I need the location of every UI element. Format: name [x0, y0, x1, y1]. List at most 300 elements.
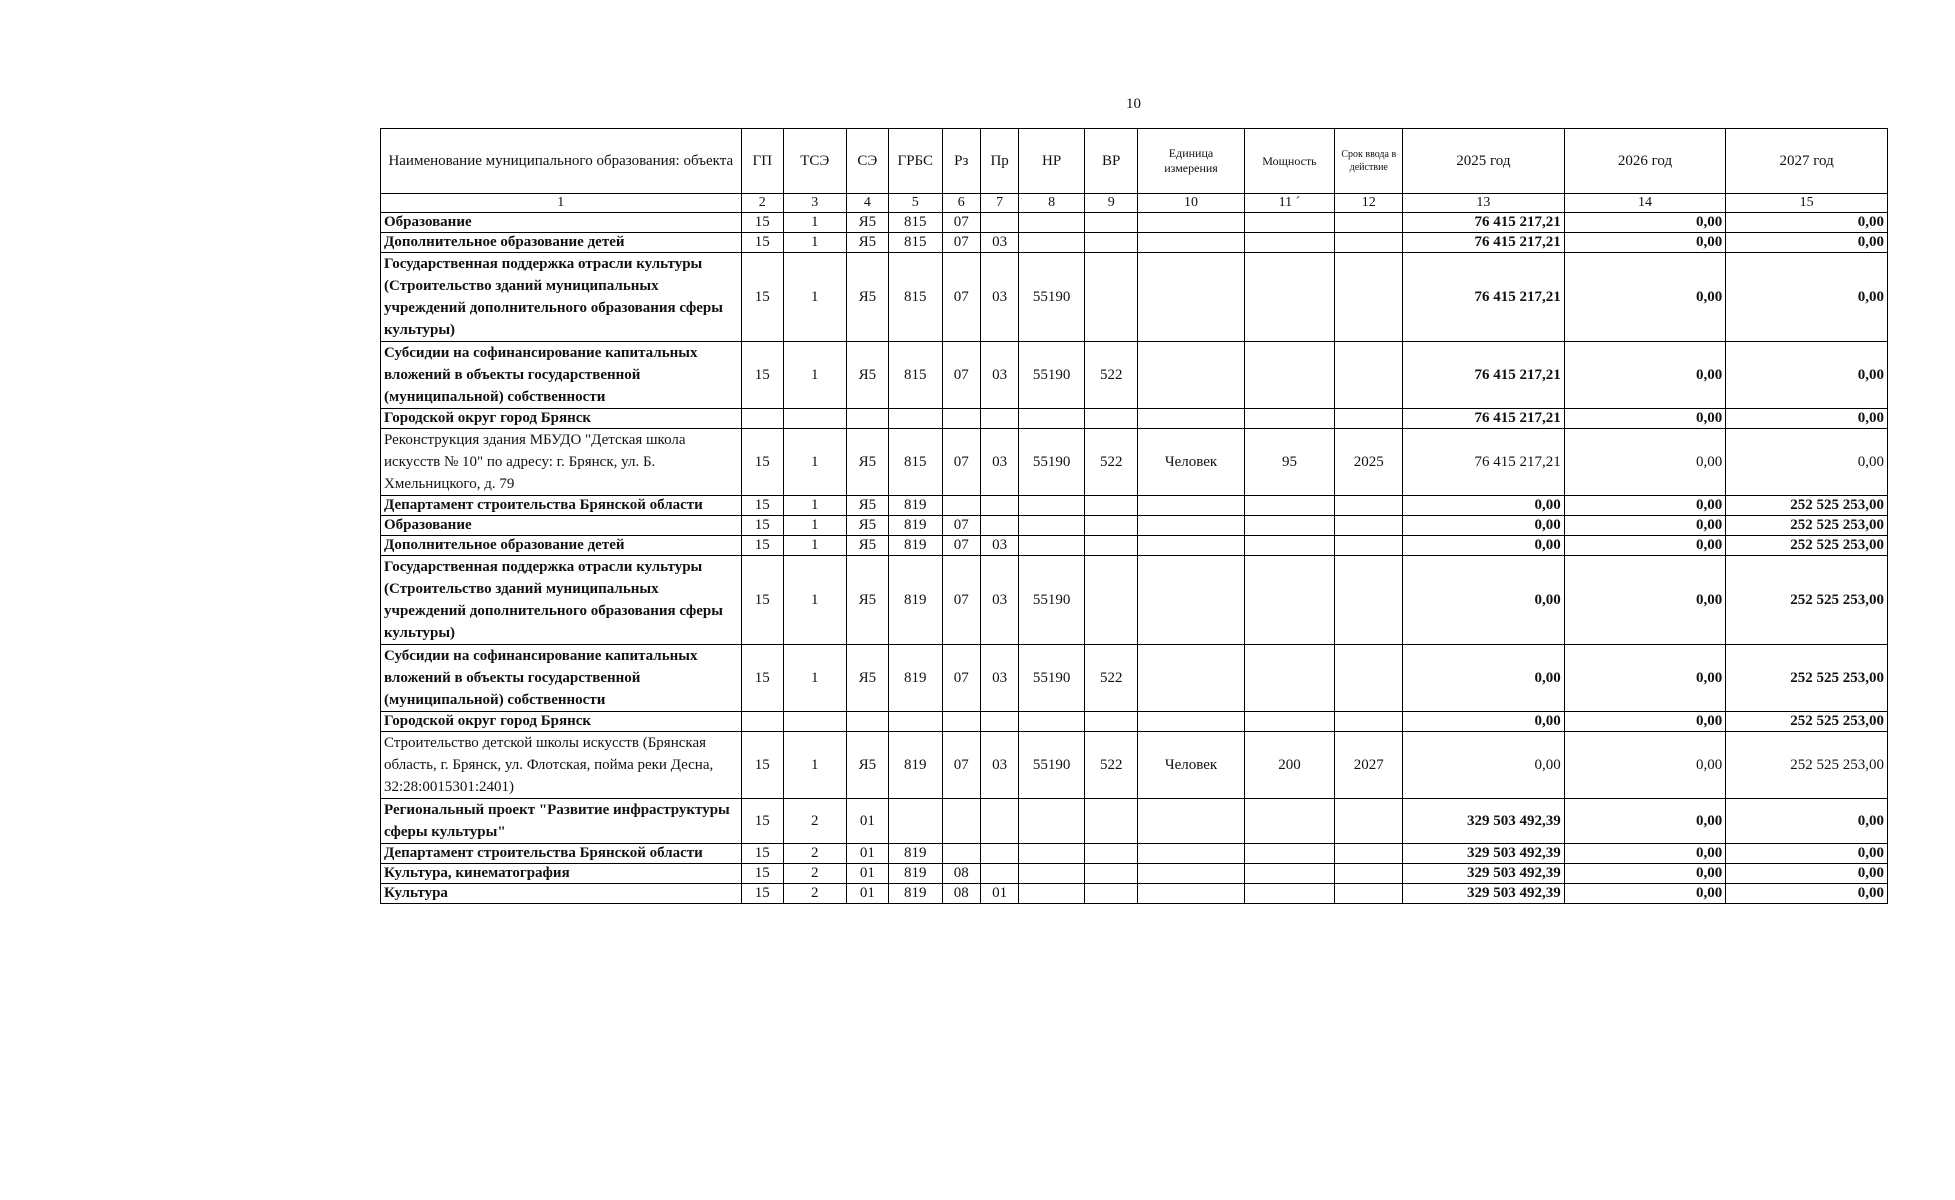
cell-term: [1335, 496, 1403, 516]
cell-2026: 0,00: [1564, 253, 1726, 342]
cell-pr: 03: [980, 342, 1018, 409]
cell-pr: [980, 712, 1018, 732]
cell-unit: Человек: [1138, 429, 1244, 496]
cell-2026: 0,00: [1564, 556, 1726, 645]
cell-term: [1335, 799, 1403, 844]
cell-2027: 0,00: [1726, 409, 1888, 429]
cell-nr: [1019, 844, 1085, 864]
column-number: 11 ´: [1244, 194, 1335, 213]
cell-se: Я5: [846, 732, 888, 799]
cell-2025: 76 415 217,21: [1403, 429, 1565, 496]
cell-2026: 0,00: [1564, 429, 1726, 496]
column-number: 12: [1335, 194, 1403, 213]
cell-rz: [942, 844, 980, 864]
cell-vr: 522: [1084, 429, 1138, 496]
cell-tse: 1: [784, 732, 847, 799]
cell-gp: 15: [741, 213, 783, 233]
table-row: [381, 844, 1888, 864]
cell-rz: 07: [942, 342, 980, 409]
cell-gp: 15: [741, 516, 783, 536]
header-gp: ГП: [741, 129, 783, 194]
cell-grbs: 819: [889, 645, 943, 712]
header-rz: Рз: [942, 129, 980, 194]
cell-grbs: 815: [889, 342, 943, 409]
cell-2025: 329 503 492,39: [1403, 799, 1565, 844]
cell-unit: [1138, 536, 1244, 556]
cell-se: Я5: [846, 233, 888, 253]
cell-grbs: 815: [889, 233, 943, 253]
row-name: Департамент строительства Брянской области: [381, 844, 742, 864]
cell-2026: 0,00: [1564, 233, 1726, 253]
cell-power: [1244, 712, 1335, 732]
cell-2025: 0,00: [1403, 732, 1565, 799]
cell-grbs: 815: [889, 253, 943, 342]
cell-tse: 2: [784, 844, 847, 864]
cell-unit: [1138, 844, 1244, 864]
cell-2025: 76 415 217,21: [1403, 253, 1565, 342]
cell-power: [1244, 844, 1335, 864]
cell-nr: [1019, 864, 1085, 884]
cell-2025: 0,00: [1403, 516, 1565, 536]
cell-pr: [980, 864, 1018, 884]
row-name: Региональный проект "Развитие инфраструктуры сферы культуры": [381, 799, 742, 844]
cell-unit: [1138, 864, 1244, 884]
cell-rz: 07: [942, 233, 980, 253]
cell-grbs: [889, 799, 943, 844]
cell-2025: 0,00: [1403, 496, 1565, 516]
cell-vr: [1084, 844, 1138, 864]
cell-nr: 55190: [1019, 342, 1085, 409]
cell-grbs: 819: [889, 536, 943, 556]
cell-grbs: [889, 712, 943, 732]
cell-tse: 1: [784, 253, 847, 342]
table-row: [381, 536, 1888, 556]
cell-gp: 15: [741, 536, 783, 556]
cell-term: [1335, 884, 1403, 904]
cell-power: [1244, 884, 1335, 904]
table-row: [381, 712, 1888, 732]
cell-grbs: 819: [889, 496, 943, 516]
header-2025: 2025 год: [1403, 129, 1565, 194]
cell-tse: 1: [784, 233, 847, 253]
cell-nr: [1019, 409, 1085, 429]
cell-gp: 15: [741, 884, 783, 904]
cell-rz: [942, 409, 980, 429]
cell-unit: [1138, 645, 1244, 712]
cell-rz: 07: [942, 732, 980, 799]
cell-rz: [942, 712, 980, 732]
cell-unit: [1138, 496, 1244, 516]
cell-2025: 0,00: [1403, 536, 1565, 556]
header-pr: Пр: [980, 129, 1018, 194]
cell-pr: 03: [980, 536, 1018, 556]
cell-2027: 0,00: [1726, 864, 1888, 884]
cell-2026: 0,00: [1564, 496, 1726, 516]
cell-se: Я5: [846, 342, 888, 409]
column-number: 6: [942, 194, 980, 213]
cell-2027: 0,00: [1726, 429, 1888, 496]
table-row: [381, 213, 1888, 233]
row-name: Субсидии на софинансирование капитальных вложений в объекты государственной (муниципальной) собственности: [381, 645, 742, 712]
cell-tse: [784, 712, 847, 732]
cell-vr: [1084, 864, 1138, 884]
row-name: Городской округ город Брянск: [381, 712, 742, 732]
table-row: [381, 864, 1888, 884]
cell-se: 01: [846, 799, 888, 844]
cell-vr: [1084, 536, 1138, 556]
header-unit: Единица измерения: [1138, 129, 1244, 194]
cell-2027: 0,00: [1726, 253, 1888, 342]
cell-nr: 55190: [1019, 645, 1085, 712]
cell-2025: 329 503 492,39: [1403, 864, 1565, 884]
cell-2025: 329 503 492,39: [1403, 844, 1565, 864]
cell-2025: 76 415 217,21: [1403, 213, 1565, 233]
column-number: 10: [1138, 194, 1244, 213]
cell-nr: 55190: [1019, 429, 1085, 496]
cell-pr: [980, 844, 1018, 864]
cell-tse: 1: [784, 516, 847, 536]
cell-gp: [741, 712, 783, 732]
cell-se: Я5: [846, 556, 888, 645]
cell-nr: 55190: [1019, 556, 1085, 645]
header-vr: ВР: [1084, 129, 1138, 194]
table-row: [381, 516, 1888, 536]
cell-se: 01: [846, 884, 888, 904]
cell-pr: [980, 213, 1018, 233]
cell-power: [1244, 253, 1335, 342]
cell-2027: 252 525 253,00: [1726, 556, 1888, 645]
cell-power: 95: [1244, 429, 1335, 496]
table-row: [381, 253, 1888, 342]
table-row: [381, 732, 1888, 799]
cell-grbs: 819: [889, 732, 943, 799]
cell-power: [1244, 645, 1335, 712]
row-name: Реконструкция здания МБУДО "Детская школа искусств № 10" по адресу: г. Брянск, ул. Б. Хмельницкого, д. 79: [381, 429, 742, 496]
cell-term: 2025: [1335, 429, 1403, 496]
cell-2025: 76 415 217,21: [1403, 409, 1565, 429]
header-row: [381, 129, 1888, 194]
cell-2027: 0,00: [1726, 213, 1888, 233]
cell-tse: 1: [784, 496, 847, 516]
cell-nr: [1019, 233, 1085, 253]
cell-gp: 15: [741, 864, 783, 884]
cell-unit: [1138, 884, 1244, 904]
cell-term: [1335, 253, 1403, 342]
header-grbs: ГРБС: [889, 129, 943, 194]
cell-tse: [784, 409, 847, 429]
cell-power: [1244, 516, 1335, 536]
table-row: [381, 342, 1888, 409]
cell-2025: 329 503 492,39: [1403, 884, 1565, 904]
cell-power: [1244, 556, 1335, 645]
cell-unit: [1138, 712, 1244, 732]
cell-2027: 0,00: [1726, 233, 1888, 253]
cell-pr: 01: [980, 884, 1018, 904]
row-name: Образование: [381, 213, 742, 233]
cell-2027: 252 525 253,00: [1726, 732, 1888, 799]
cell-2025: 0,00: [1403, 712, 1565, 732]
cell-unit: [1138, 253, 1244, 342]
cell-pr: 03: [980, 253, 1018, 342]
cell-rz: 08: [942, 884, 980, 904]
cell-vr: [1084, 799, 1138, 844]
cell-gp: 15: [741, 556, 783, 645]
cell-se: 01: [846, 844, 888, 864]
cell-tse: 1: [784, 429, 847, 496]
column-number: 9: [1084, 194, 1138, 213]
cell-gp: 15: [741, 233, 783, 253]
cell-grbs: 819: [889, 884, 943, 904]
cell-gp: 15: [741, 253, 783, 342]
row-name: Культура, кинематография: [381, 864, 742, 884]
cell-2026: 0,00: [1564, 844, 1726, 864]
cell-gp: 15: [741, 844, 783, 864]
cell-power: [1244, 799, 1335, 844]
cell-2026: 0,00: [1564, 884, 1726, 904]
cell-rz: 07: [942, 253, 980, 342]
cell-term: [1335, 844, 1403, 864]
cell-vr: 522: [1084, 342, 1138, 409]
cell-term: [1335, 556, 1403, 645]
row-name: Культура: [381, 884, 742, 904]
cell-se: Я5: [846, 536, 888, 556]
cell-pr: 03: [980, 732, 1018, 799]
cell-unit: [1138, 213, 1244, 233]
cell-term: 2027: [1335, 732, 1403, 799]
cell-gp: 15: [741, 732, 783, 799]
column-number: 1: [381, 194, 742, 213]
cell-vr: [1084, 253, 1138, 342]
cell-2027: 0,00: [1726, 799, 1888, 844]
cell-term: [1335, 645, 1403, 712]
cell-pr: [980, 496, 1018, 516]
cell-power: [1244, 342, 1335, 409]
cell-vr: 522: [1084, 645, 1138, 712]
table-row: [381, 884, 1888, 904]
cell-pr: 03: [980, 233, 1018, 253]
cell-gp: 15: [741, 799, 783, 844]
cell-rz: [942, 496, 980, 516]
cell-power: [1244, 213, 1335, 233]
cell-tse: 2: [784, 884, 847, 904]
cell-se: Я5: [846, 213, 888, 233]
cell-se: [846, 409, 888, 429]
cell-2025: 76 415 217,21: [1403, 233, 1565, 253]
cell-2025: 76 415 217,21: [1403, 342, 1565, 409]
cell-2027: 0,00: [1726, 342, 1888, 409]
cell-2027: 252 525 253,00: [1726, 536, 1888, 556]
cell-pr: [980, 799, 1018, 844]
cell-rz: [942, 799, 980, 844]
cell-rz: 07: [942, 645, 980, 712]
column-number: 3: [784, 194, 847, 213]
cell-rz: 07: [942, 213, 980, 233]
cell-tse: 1: [784, 536, 847, 556]
cell-tse: 1: [784, 213, 847, 233]
cell-se: Я5: [846, 496, 888, 516]
cell-unit: [1138, 516, 1244, 536]
budget-table: [380, 128, 1888, 904]
cell-pr: 03: [980, 645, 1018, 712]
cell-power: [1244, 864, 1335, 884]
cell-2026: 0,00: [1564, 732, 1726, 799]
cell-nr: 55190: [1019, 253, 1085, 342]
cell-term: [1335, 516, 1403, 536]
cell-2027: 252 525 253,00: [1726, 712, 1888, 732]
cell-rz: 07: [942, 556, 980, 645]
row-name: Строительство детской школы искусств (Брянская область, г. Брянск, ул. Флотская, пойма реки Десна, 32:28:0015301:2401): [381, 732, 742, 799]
cell-tse: 1: [784, 556, 847, 645]
cell-2026: 0,00: [1564, 712, 1726, 732]
cell-2026: 0,00: [1564, 799, 1726, 844]
cell-se: 01: [846, 864, 888, 884]
cell-nr: [1019, 712, 1085, 732]
table-row: [381, 496, 1888, 516]
column-number: 13: [1403, 194, 1565, 213]
cell-vr: [1084, 213, 1138, 233]
cell-nr: [1019, 536, 1085, 556]
cell-se: Я5: [846, 429, 888, 496]
cell-rz: 07: [942, 429, 980, 496]
cell-rz: 07: [942, 536, 980, 556]
column-number: 5: [889, 194, 943, 213]
cell-2027: 0,00: [1726, 844, 1888, 864]
cell-power: [1244, 233, 1335, 253]
cell-se: Я5: [846, 516, 888, 536]
cell-pr: 03: [980, 429, 1018, 496]
cell-gp: 15: [741, 645, 783, 712]
cell-term: [1335, 233, 1403, 253]
header-2026: 2026 год: [1564, 129, 1726, 194]
row-name: Образование: [381, 516, 742, 536]
cell-grbs: 815: [889, 429, 943, 496]
cell-term: [1335, 712, 1403, 732]
column-numbers-row: [381, 194, 1888, 213]
cell-pr: 03: [980, 556, 1018, 645]
cell-vr: 522: [1084, 732, 1138, 799]
table-row: [381, 409, 1888, 429]
cell-pr: [980, 409, 1018, 429]
cell-grbs: 819: [889, 556, 943, 645]
table-row: [381, 233, 1888, 253]
row-name: Государственная поддержка отрасли культуры (Строительство зданий муниципальных учреждений дополнительного образования сферы культуры): [381, 253, 742, 342]
cell-tse: 1: [784, 342, 847, 409]
cell-nr: [1019, 799, 1085, 844]
cell-unit: [1138, 342, 1244, 409]
cell-unit: Человек: [1138, 732, 1244, 799]
cell-term: [1335, 342, 1403, 409]
header-2027: 2027 год: [1726, 129, 1888, 194]
cell-2026: 0,00: [1564, 516, 1726, 536]
cell-2027: 252 525 253,00: [1726, 645, 1888, 712]
cell-grbs: [889, 409, 943, 429]
column-number: 2: [741, 194, 783, 213]
header-term: Срок ввода в действие: [1335, 129, 1403, 194]
cell-power: [1244, 496, 1335, 516]
cell-2026: 0,00: [1564, 342, 1726, 409]
cell-grbs: 819: [889, 864, 943, 884]
cell-term: [1335, 409, 1403, 429]
cell-gp: 15: [741, 429, 783, 496]
column-number: 15: [1726, 194, 1888, 213]
table-row: [381, 429, 1888, 496]
cell-grbs: 819: [889, 844, 943, 864]
row-name: Субсидии на софинансирование капитальных вложений в объекты государственной (муниципальной) собственности: [381, 342, 742, 409]
cell-vr: [1084, 409, 1138, 429]
cell-2027: 0,00: [1726, 884, 1888, 904]
cell-nr: [1019, 884, 1085, 904]
cell-term: [1335, 213, 1403, 233]
header-name: Наименование муниципального образования: объекта: [381, 129, 742, 194]
cell-nr: [1019, 516, 1085, 536]
cell-vr: [1084, 712, 1138, 732]
cell-grbs: 819: [889, 516, 943, 536]
header-se: СЭ: [846, 129, 888, 194]
cell-unit: [1138, 556, 1244, 645]
row-name: Государственная поддержка отрасли культуры (Строительство зданий муниципальных учреждений дополнительного образования сферы культуры): [381, 556, 742, 645]
cell-vr: [1084, 496, 1138, 516]
cell-vr: [1084, 516, 1138, 536]
cell-gp: 15: [741, 496, 783, 516]
cell-2027: 252 525 253,00: [1726, 516, 1888, 536]
cell-tse: 1: [784, 645, 847, 712]
cell-nr: 55190: [1019, 732, 1085, 799]
cell-nr: [1019, 496, 1085, 516]
column-number: 8: [1019, 194, 1085, 213]
cell-se: [846, 712, 888, 732]
cell-gp: 15: [741, 342, 783, 409]
cell-2026: 0,00: [1564, 409, 1726, 429]
cell-2026: 0,00: [1564, 536, 1726, 556]
cell-2026: 0,00: [1564, 213, 1726, 233]
table-row: [381, 556, 1888, 645]
cell-nr: [1019, 213, 1085, 233]
cell-unit: [1138, 409, 1244, 429]
cell-pr: [980, 516, 1018, 536]
cell-vr: [1084, 556, 1138, 645]
page-number: 10: [1126, 96, 1141, 112]
cell-unit: [1138, 799, 1244, 844]
cell-vr: [1084, 884, 1138, 904]
header-power: Мощность: [1244, 129, 1335, 194]
row-name: Дополнительное образование детей: [381, 536, 742, 556]
cell-power: [1244, 409, 1335, 429]
column-number: 14: [1564, 194, 1726, 213]
row-name: Департамент строительства Брянской области: [381, 496, 742, 516]
table-row: [381, 799, 1888, 844]
cell-grbs: 815: [889, 213, 943, 233]
cell-power: 200: [1244, 732, 1335, 799]
cell-rz: 08: [942, 864, 980, 884]
row-name: Городской округ город Брянск: [381, 409, 742, 429]
header-nr: НР: [1019, 129, 1085, 194]
cell-rz: 07: [942, 516, 980, 536]
cell-unit: [1138, 233, 1244, 253]
cell-term: [1335, 864, 1403, 884]
column-number: 4: [846, 194, 888, 213]
table-row: [381, 645, 1888, 712]
cell-tse: 2: [784, 799, 847, 844]
column-number: 7: [980, 194, 1018, 213]
cell-vr: [1084, 233, 1138, 253]
cell-se: Я5: [846, 253, 888, 342]
cell-term: [1335, 536, 1403, 556]
header-tse: ТСЭ: [784, 129, 847, 194]
cell-2027: 252 525 253,00: [1726, 496, 1888, 516]
cell-gp: [741, 409, 783, 429]
cell-power: [1244, 536, 1335, 556]
cell-2026: 0,00: [1564, 864, 1726, 884]
